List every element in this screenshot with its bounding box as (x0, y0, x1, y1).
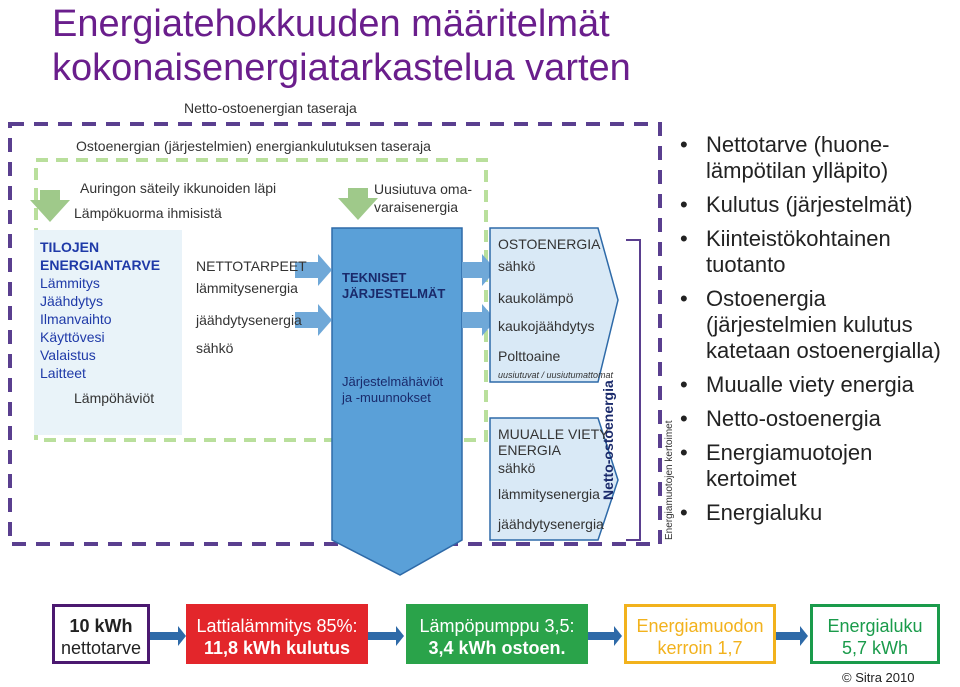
fuel-note: uusiutuvat / uusiutumattomat (498, 370, 614, 380)
chain-floor-heating-label: Lattialämmitys 85%: (196, 616, 358, 636)
bullet-exported: • Muualle viety energia (672, 372, 960, 398)
solar-label: Auringon säteily ikkunoiden läpi (80, 180, 277, 196)
purchased-title: OSTOENERGIA (498, 236, 601, 252)
chain-heat-pump-value: 3,4 kWh ostoen. (428, 638, 566, 658)
exported-electricity: sähkö (498, 460, 536, 476)
heat-losses-label: Lämpöhäviöt (74, 390, 155, 406)
net-boundary-label: Netto-ostoenergian taseraja (184, 100, 357, 116)
bullet-factors: • Energiamuotojen kertoimet (672, 440, 960, 492)
chain-heat-pump (406, 604, 588, 664)
net-bracket (626, 240, 640, 540)
chain-floor-heating-value: 11,8 kWh kulutus (203, 638, 351, 658)
purchased-boundary-label: Ostoenergian (järjestelmien) energiankulutuksen taseraja (76, 138, 431, 154)
chain-energy-figure-label: Energialuku (827, 616, 923, 636)
demand-lighting: Valaistus (40, 347, 96, 363)
chain-net-need-value: 10 kWh (69, 616, 133, 636)
bullet-net-purchased: • Netto-ostoenergia (672, 406, 960, 432)
purchased-fuel: Polttoaine (498, 348, 561, 364)
purchased-district-cooling: kaukojäähdytys (498, 318, 595, 334)
systems-title (342, 270, 445, 302)
chain-heat-pump-label: Lämpöpumppu 3,5: (419, 616, 575, 636)
needs-cooling: jäähdytysenergia (196, 312, 302, 328)
copyright: © Sitra 2010 (842, 670, 915, 685)
building-title-2: ENERGIANTARVE (40, 257, 161, 273)
chain-energy-figure (810, 604, 940, 664)
building-demand (40, 238, 160, 382)
demand-ventilation: Ilmanvaihto (40, 311, 112, 327)
bullet-energy-figure: • Energialuku (672, 500, 960, 526)
exported-cooling: jäähdytysenergia (498, 516, 604, 532)
bullet-purchased: • Ostoenergia (järjestelmien kulutus katetaan ostoenergialla) (672, 286, 960, 364)
purchased-electricity: sähkö (498, 258, 536, 274)
exported-heating: lämmitysenergia (498, 486, 600, 502)
chain-factor-value: kerroin 1,7 (657, 638, 743, 658)
arrow-renewable (338, 188, 378, 220)
title-line-1: Energiatehokkuuden määritelmät (52, 3, 610, 45)
demand-cooling: Jäähdytys (40, 293, 104, 309)
purchased-district-heat: kaukolämpö (498, 290, 574, 306)
exported-title: MUUALLE VIETY ENERGIA (498, 426, 609, 458)
systems-title-1: TEKNISET (342, 270, 407, 285)
needs-electricity: sähkö (196, 340, 234, 356)
bullet-consumption: • Kulutus (järjestelmät) (672, 192, 960, 218)
systems-losses-1: Järjestelmähäviöt (342, 374, 444, 389)
title-line-2: kokonaisenergiatarkastelua varten (52, 47, 631, 89)
building-title-1: TILOJEN (40, 239, 100, 255)
chain-floor-heating (186, 604, 368, 664)
renewable-label: Uusiutuva oma- varaisenergia (374, 181, 473, 215)
chain-factor-label: Energiamuodon (636, 616, 764, 636)
systems-losses (342, 374, 443, 406)
systems-title-2: JÄRJESTELMÄT (342, 286, 446, 301)
needs-heating: lämmitysenergia (196, 280, 298, 296)
needs-title: NETTOTARPEET (196, 258, 307, 274)
chain-factor (624, 604, 776, 664)
internal-load-label: Lämpökuorma ihmisistä (74, 205, 222, 221)
chain-net-need-label: nettotarve (60, 638, 142, 658)
demand-appliances: Laitteet (40, 365, 86, 381)
chain-net-need (52, 604, 150, 664)
systems-losses-2: ja -muunnokset (342, 390, 431, 405)
demand-hot-water: Käyttövesi (40, 329, 105, 345)
bullet-onsite-production: • Kiinteistökohtainen tuotanto (672, 226, 960, 278)
definition-list (672, 132, 960, 534)
bullet-net-need: • Nettotarve (huone-lämpötilan ylläpito) (672, 132, 960, 184)
vertical-label-net: Netto-ostoenergia (600, 380, 616, 500)
demand-heating: Lämmitys (40, 275, 100, 291)
chain-energy-figure-value: 5,7 kWh (841, 638, 909, 658)
vertical-label-factors: Energiamuotojen kertoimet (664, 420, 675, 540)
